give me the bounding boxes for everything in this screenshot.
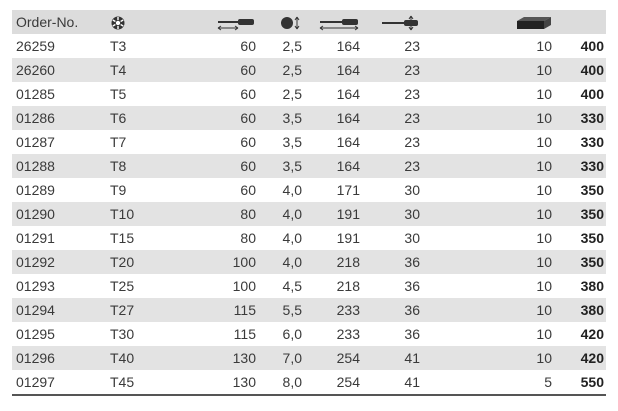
cell-blade-diameter: 7,0 [260, 346, 306, 370]
header-total-length [306, 10, 364, 34]
cell-total-length: 164 [306, 154, 364, 178]
cell-handle-length: 36 [364, 298, 428, 322]
cell-size: T25 [106, 274, 184, 298]
cell-size: T4 [106, 58, 184, 82]
header-blade-length [184, 10, 260, 34]
table-header-row [12, 10, 606, 34]
cell-order-no: 01297 [12, 370, 106, 395]
table-row [12, 202, 606, 226]
cell-size: T7 [106, 130, 184, 154]
cell-blade-length: 80 [184, 202, 260, 226]
cell-total-length: 164 [306, 34, 364, 58]
cell-pack: 10 [428, 202, 556, 226]
cell-price: 330 [556, 130, 606, 154]
cell-pack: 10 [428, 130, 556, 154]
table-header [12, 10, 606, 34]
table-row [12, 250, 606, 274]
cell-blade-diameter: 2,5 [260, 34, 306, 58]
cell-blade-length: 60 [184, 178, 260, 202]
cell-total-length: 233 [306, 322, 364, 346]
cell-size: T10 [106, 202, 184, 226]
cell-order-no: 01296 [12, 346, 106, 370]
cell-size: T8 [106, 154, 184, 178]
cell-order-no: 01286 [12, 106, 106, 130]
cell-blade-length: 80 [184, 226, 260, 250]
cell-handle-length: 23 [364, 130, 428, 154]
cell-handle-length: 23 [364, 154, 428, 178]
cell-price: 420 [556, 346, 606, 370]
cell-price: 330 [556, 154, 606, 178]
cell-price: 350 [556, 202, 606, 226]
cell-size: T20 [106, 250, 184, 274]
cell-handle-length: 30 [364, 178, 428, 202]
cell-pack: 10 [428, 298, 556, 322]
table-body [12, 34, 606, 395]
cell-pack: 10 [428, 250, 556, 274]
cell-blade-length: 115 [184, 322, 260, 346]
cell-price: 400 [556, 82, 606, 106]
cell-blade-diameter: 3,5 [260, 154, 306, 178]
cell-order-no: 01291 [12, 226, 106, 250]
cell-total-length: 218 [306, 274, 364, 298]
cell-size: T15 [106, 226, 184, 250]
cell-order-no: 01293 [12, 274, 106, 298]
cell-blade-diameter: 4,5 [260, 274, 306, 298]
cell-order-no: 01289 [12, 178, 106, 202]
cell-order-no: 01287 [12, 130, 106, 154]
cell-blade-length: 60 [184, 106, 260, 130]
cell-order-no: 01292 [12, 250, 106, 274]
cell-order-no: 01294 [12, 298, 106, 322]
product-spec-table-container [12, 10, 606, 396]
cell-blade-diameter: 5,5 [260, 298, 306, 322]
table-row [12, 274, 606, 298]
cell-pack: 10 [428, 106, 556, 130]
cell-size: T45 [106, 370, 184, 395]
cell-total-length: 254 [306, 346, 364, 370]
cell-blade-diameter: 3,5 [260, 106, 306, 130]
cell-handle-length: 23 [364, 82, 428, 106]
cell-blade-diameter: 4,0 [260, 226, 306, 250]
cell-blade-length: 130 [184, 370, 260, 395]
table-row [12, 322, 606, 346]
cell-total-length: 191 [306, 226, 364, 250]
cell-size: T3 [106, 34, 184, 58]
cell-pack: 10 [428, 58, 556, 82]
cell-total-length: 191 [306, 202, 364, 226]
blade-diameter-icon [280, 15, 302, 31]
cell-blade-length: 100 [184, 250, 260, 274]
cell-price: 400 [556, 58, 606, 82]
cell-total-length: 218 [306, 250, 364, 274]
cell-price: 400 [556, 34, 606, 58]
cell-blade-diameter: 2,5 [260, 58, 306, 82]
cell-pack: 10 [428, 34, 556, 58]
cell-pack: 10 [428, 322, 556, 346]
cell-price: 350 [556, 250, 606, 274]
table-row [12, 154, 606, 178]
cell-price: 380 [556, 274, 606, 298]
table-row [12, 346, 606, 370]
header-handle-length [364, 10, 428, 34]
cell-blade-length: 60 [184, 34, 260, 58]
cell-blade-diameter: 2,5 [260, 82, 306, 106]
cell-handle-length: 41 [364, 346, 428, 370]
product-spec-table [12, 10, 606, 396]
cell-handle-length: 36 [364, 322, 428, 346]
cell-size: T40 [106, 346, 184, 370]
cell-size: T6 [106, 106, 184, 130]
cell-handle-length: 41 [364, 370, 428, 395]
cell-handle-length: 30 [364, 202, 428, 226]
blade-length-icon [216, 15, 256, 31]
cell-blade-diameter: 6,0 [260, 322, 306, 346]
cell-size: T9 [106, 178, 184, 202]
pack-box-icon [516, 16, 552, 30]
cell-blade-length: 115 [184, 298, 260, 322]
table-row [12, 106, 606, 130]
cell-order-no: 01295 [12, 322, 106, 346]
cell-order-no: 26259 [12, 34, 106, 58]
cell-pack: 10 [428, 346, 556, 370]
cell-blade-diameter: 3,5 [260, 130, 306, 154]
cell-total-length: 164 [306, 82, 364, 106]
cell-total-length: 254 [306, 370, 364, 395]
cell-order-no: 01290 [12, 202, 106, 226]
cell-pack: 10 [428, 226, 556, 250]
cell-blade-length: 100 [184, 274, 260, 298]
cell-total-length: 164 [306, 58, 364, 82]
cell-blade-length: 60 [184, 154, 260, 178]
cell-handle-length: 23 [364, 58, 428, 82]
table-row [12, 82, 606, 106]
cell-price: 550 [556, 370, 606, 395]
cell-total-length: 164 [306, 130, 364, 154]
cell-size: T27 [106, 298, 184, 322]
cell-order-no: 01288 [12, 154, 106, 178]
cell-total-length: 233 [306, 298, 364, 322]
cell-size: T5 [106, 82, 184, 106]
cell-price: 350 [556, 226, 606, 250]
table-row [12, 34, 606, 58]
cell-pack: 10 [428, 82, 556, 106]
header-blade-diameter [260, 10, 306, 34]
cell-order-no: 26260 [12, 58, 106, 82]
torx-star-icon [110, 15, 126, 31]
cell-price: 380 [556, 298, 606, 322]
total-length-icon [318, 15, 360, 31]
cell-handle-length: 30 [364, 226, 428, 250]
cell-blade-length: 60 [184, 130, 260, 154]
cell-blade-diameter: 8,0 [260, 370, 306, 395]
header-order-no: Order-No. [12, 10, 106, 34]
cell-pack: 10 [428, 178, 556, 202]
cell-blade-length: 60 [184, 58, 260, 82]
table-row [12, 130, 606, 154]
cell-order-no: 01285 [12, 82, 106, 106]
cell-price: 420 [556, 322, 606, 346]
table-row [12, 226, 606, 250]
cell-handle-length: 36 [364, 274, 428, 298]
handle-length-icon [380, 15, 420, 31]
cell-pack: 10 [428, 154, 556, 178]
cell-handle-length: 23 [364, 106, 428, 130]
table-row [12, 370, 606, 395]
cell-total-length: 164 [306, 106, 364, 130]
header-pack [428, 10, 556, 34]
table-row [12, 58, 606, 82]
table-row [12, 178, 606, 202]
cell-handle-length: 23 [364, 34, 428, 58]
cell-pack: 10 [428, 274, 556, 298]
cell-total-length: 171 [306, 178, 364, 202]
cell-blade-diameter: 4,0 [260, 202, 306, 226]
cell-pack: 5 [428, 370, 556, 395]
cell-blade-length: 130 [184, 346, 260, 370]
cell-blade-diameter: 4,0 [260, 250, 306, 274]
cell-handle-length: 36 [364, 250, 428, 274]
table-row [12, 298, 606, 322]
cell-blade-length: 60 [184, 82, 260, 106]
cell-blade-diameter: 4,0 [260, 178, 306, 202]
cell-price: 330 [556, 106, 606, 130]
cell-price: 350 [556, 178, 606, 202]
cell-size: T30 [106, 322, 184, 346]
header-size [106, 10, 184, 34]
header-price [556, 10, 606, 34]
